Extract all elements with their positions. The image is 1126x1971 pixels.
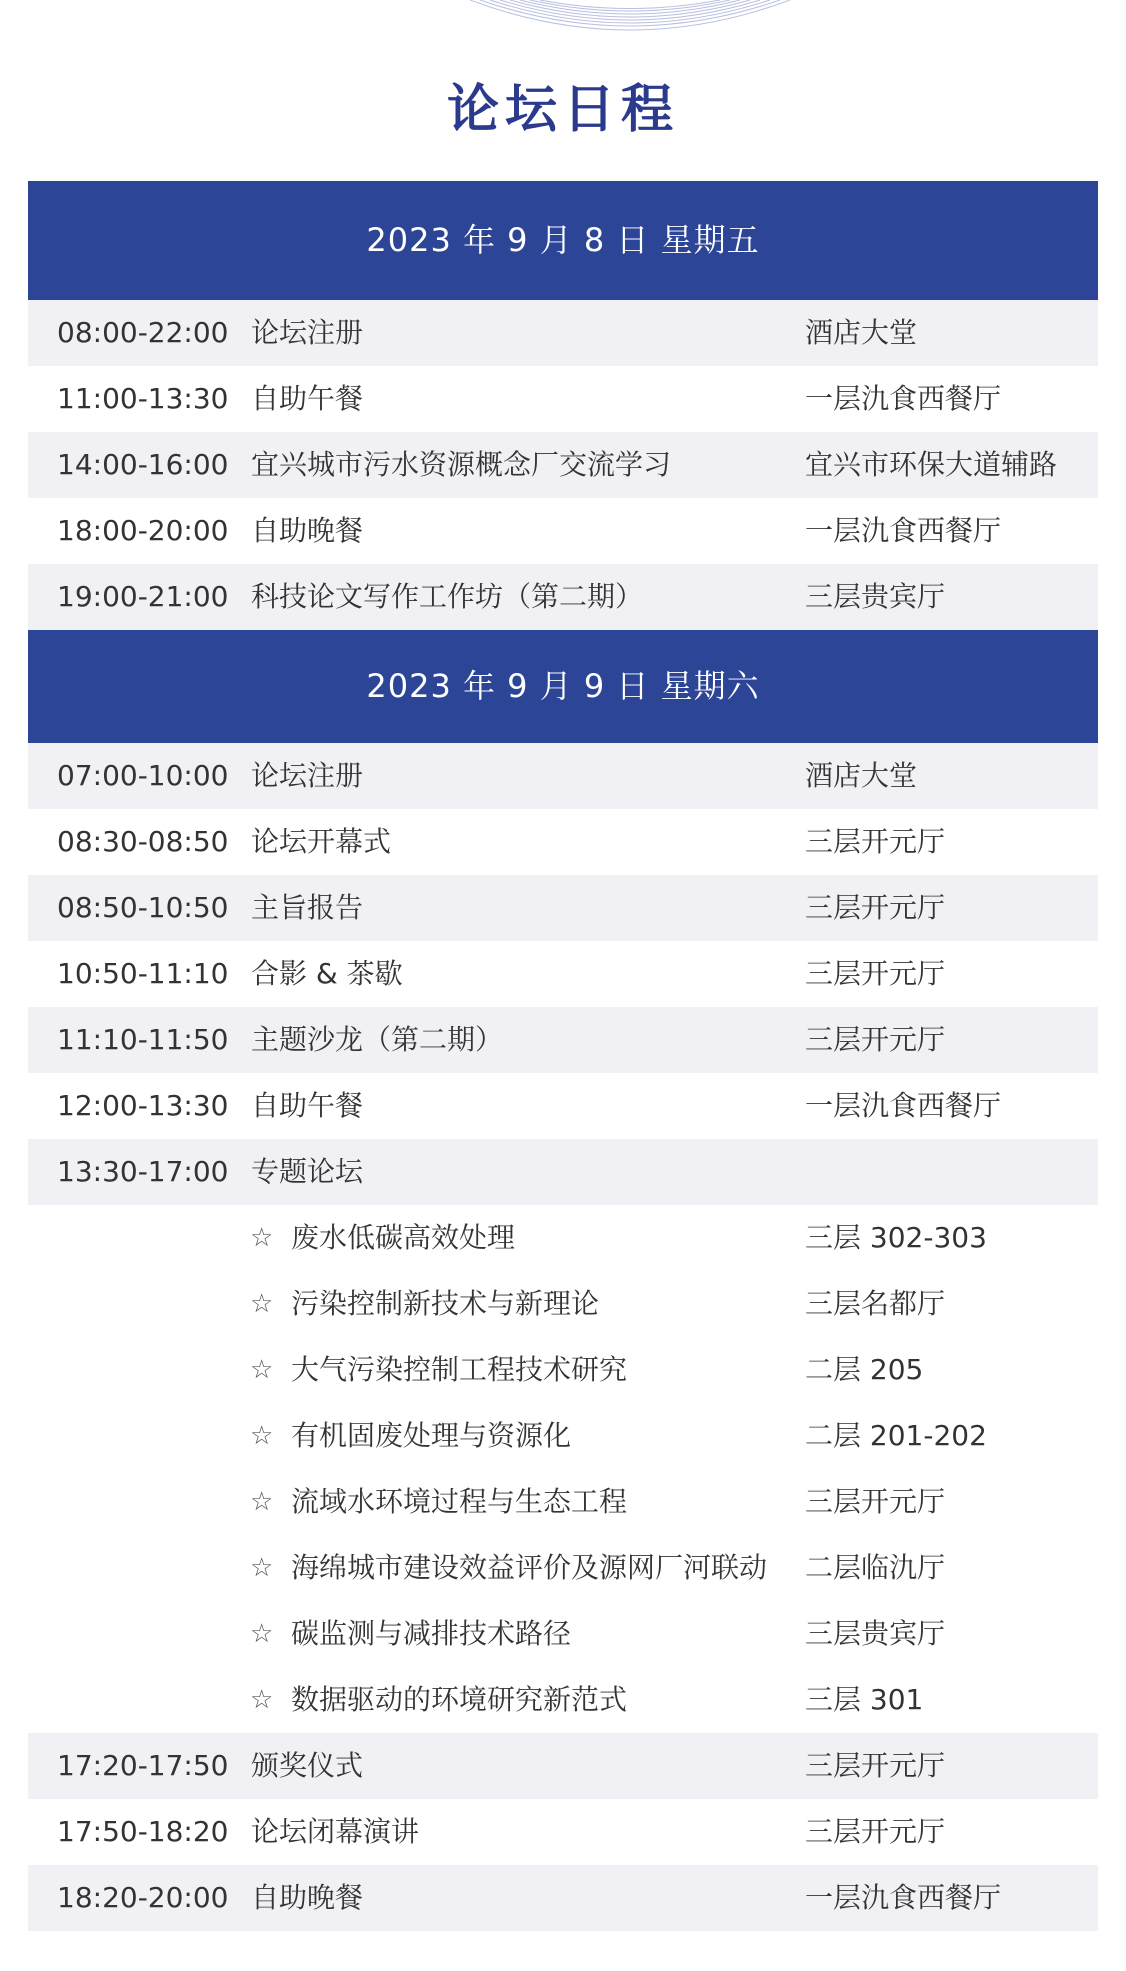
table-row (28, 875, 1098, 941)
sub-session-row (28, 1337, 1098, 1403)
row-time: 08:30-08:50 (57, 825, 229, 858)
schedule-table (28, 181, 1098, 1931)
row-event: 颁奖仪式 (251, 1749, 364, 1782)
star-icon: ☆ (250, 1553, 274, 1583)
table-row (28, 809, 1098, 875)
star-icon: ☆ (250, 1619, 274, 1649)
sub-session-row (28, 1535, 1098, 1601)
row-event: 论坛注册 (251, 316, 364, 349)
table-row (28, 1073, 1098, 1139)
sub-session-title: 数据驱动的环境研究新范式 (291, 1683, 628, 1716)
row-time: 11:00-13:30 (57, 382, 229, 415)
sub-session-row (28, 1271, 1098, 1337)
sub-session-title: 流域水环境过程与生态工程 (291, 1485, 628, 1518)
row-location: 三层开元厅 (805, 1023, 946, 1056)
row-event: 专题论坛 (251, 1155, 364, 1188)
row-time: 10:50-11:10 (57, 957, 229, 990)
row-event: 主题沙龙（第二期） (251, 1023, 504, 1056)
row-time: 17:20-17:50 (57, 1749, 229, 1782)
row-location: 一层氿食西餐厅 (805, 382, 1002, 415)
table-row (28, 1865, 1098, 1931)
sub-session-row (28, 1205, 1098, 1271)
row-location: 二层临氿厅 (805, 1551, 946, 1584)
row-time: 18:00-20:00 (57, 514, 229, 547)
row-location: 三层开元厅 (805, 891, 946, 924)
row-event: 自助午餐 (251, 382, 364, 415)
table-row (28, 1733, 1098, 1799)
table-row (28, 366, 1098, 432)
table-row (28, 432, 1098, 498)
table-row (28, 743, 1098, 809)
row-event: 宜兴城市污水资源概念厂交流学习 (251, 448, 672, 481)
row-time: 13:30-17:00 (57, 1155, 229, 1188)
row-time: 19:00-21:00 (57, 580, 229, 613)
sub-session-title: 海绵城市建设效益评价及源网厂河联动 (291, 1551, 768, 1584)
day-header-1: 2023 年 9 月 8 日 星期五 (28, 181, 1098, 300)
row-location: 三层开元厅 (805, 825, 946, 858)
table-row (28, 564, 1098, 630)
sub-session-title: 碳监测与减排技术路径 (291, 1617, 572, 1650)
row-location: 三层开元厅 (805, 1749, 946, 1782)
day-header-2: 2023 年 9 月 9 日 星期六 (28, 630, 1098, 743)
row-time: 11:10-11:50 (57, 1023, 229, 1056)
sub-session-title: 大气污染控制工程技术研究 (291, 1353, 628, 1386)
page-title: 论坛日程 (446, 80, 679, 140)
row-location: 二层 201-202 (805, 1419, 987, 1452)
row-event: 自助晚餐 (251, 514, 364, 547)
row-time: 12:00-13:30 (57, 1089, 229, 1122)
table-row (28, 1799, 1098, 1865)
row-event: 论坛闭幕演讲 (251, 1815, 420, 1848)
row-event: 自助午餐 (251, 1089, 364, 1122)
table-row (28, 1007, 1098, 1073)
row-location: 酒店大堂 (805, 316, 918, 349)
row-time: 08:00-22:00 (57, 316, 229, 349)
table-row (28, 1139, 1098, 1205)
row-event: 论坛开幕式 (251, 825, 392, 858)
table-row (28, 498, 1098, 564)
row-location: 三层 302-303 (805, 1221, 987, 1254)
row-time: 07:00-10:00 (57, 759, 229, 792)
row-location: 三层开元厅 (805, 1485, 946, 1518)
row-location: 三层 301 (805, 1683, 924, 1716)
sub-session-title: 有机固废处理与资源化 (291, 1419, 572, 1452)
star-icon: ☆ (250, 1421, 274, 1451)
row-location: 一层氿食西餐厅 (805, 514, 1002, 547)
star-icon: ☆ (250, 1355, 274, 1385)
sub-session-row (28, 1469, 1098, 1535)
star-icon: ☆ (250, 1289, 274, 1319)
table-row (28, 941, 1098, 1007)
row-location: 一层氿食西餐厅 (805, 1089, 1002, 1122)
sub-session-row (28, 1601, 1098, 1667)
sub-session-title: 污染控制新技术与新理论 (291, 1287, 600, 1320)
sub-session-title: 废水低碳高效处理 (291, 1221, 516, 1254)
sub-session-row (28, 1667, 1098, 1733)
row-location: 酒店大堂 (805, 759, 918, 792)
row-location: 宜兴市环保大道辅路 (805, 448, 1058, 481)
row-location: 三层开元厅 (805, 1815, 946, 1848)
row-event: 论坛注册 (251, 759, 364, 792)
row-event: 自助晚餐 (251, 1881, 364, 1914)
decorative-wave (470, 0, 790, 40)
row-location: 三层名都厅 (805, 1287, 946, 1320)
row-event: 主旨报告 (251, 891, 364, 924)
row-location: 三层贵宾厅 (805, 580, 946, 613)
row-location: 三层贵宾厅 (805, 1617, 946, 1650)
row-event: 科技论文写作工作坊（第二期） (251, 580, 644, 613)
row-time: 18:20-20:00 (57, 1881, 229, 1914)
star-icon: ☆ (250, 1487, 274, 1517)
star-icon: ☆ (250, 1685, 274, 1715)
star-icon: ☆ (250, 1223, 274, 1253)
table-row (28, 300, 1098, 366)
row-location: 二层 205 (805, 1353, 924, 1386)
row-location: 三层开元厅 (805, 957, 946, 990)
sub-session-row (28, 1403, 1098, 1469)
row-time: 08:50-10:50 (57, 891, 229, 924)
row-event: 合影 & 茶歇 (251, 957, 403, 990)
row-time: 17:50-18:20 (57, 1815, 229, 1848)
wave-lines-icon (470, 0, 790, 40)
row-location: 一层氿食西餐厅 (805, 1881, 1002, 1914)
row-time: 14:00-16:00 (57, 448, 229, 481)
